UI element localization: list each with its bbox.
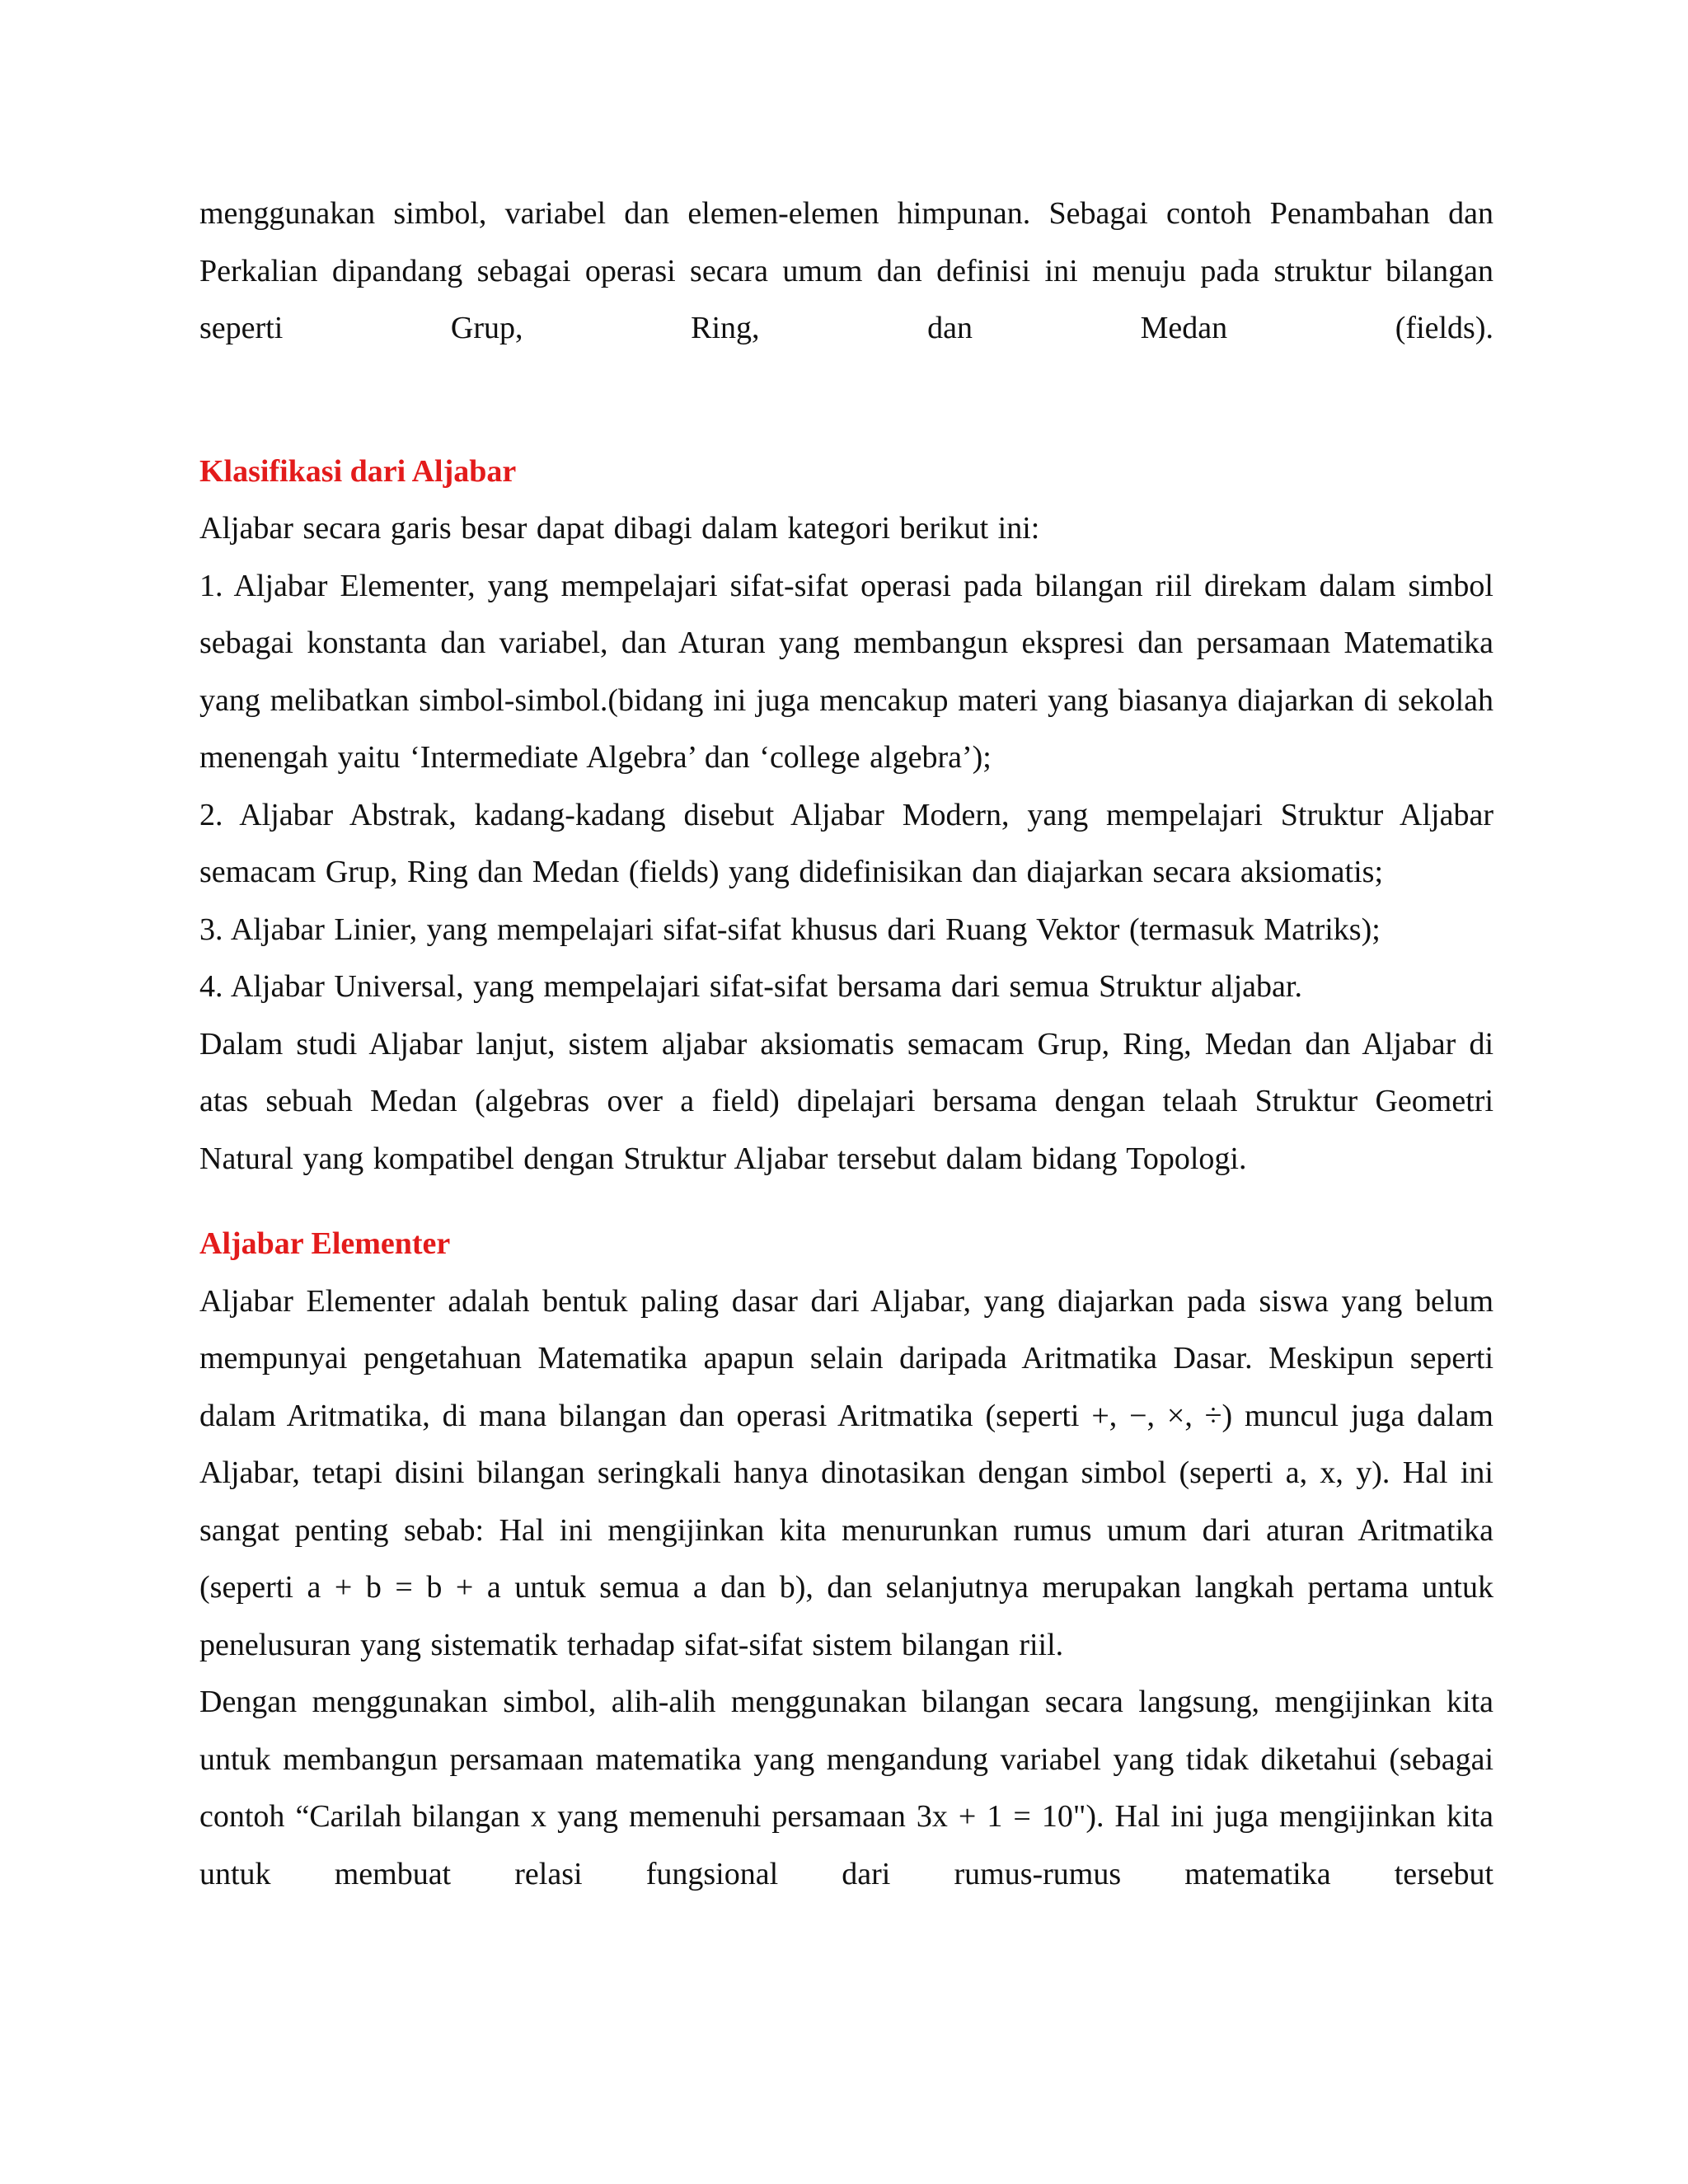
document-page bbox=[199, 185, 1493, 1903]
list-item-1: 1. Aljabar Elementer, yang mempelajari sifat-sifat operasi pada bilangan riil direkam dalam simbol sebagai konstanta dan variabel, dan Aturan yang membangun ekspresi dan persamaan Matematika yang melibatkan simbol-simbol.(bidang ini juga mencakup materi yang biasanya diajarkan di sekolah menengah yaitu ‘Intermediate Algebra’ dan ‘college algebra’); bbox=[199, 568, 1493, 775]
elementer-paragraph-2: Dengan menggunakan simbol, alih-alih menggunakan bilangan secara langsung, mengijinkan kita untuk membangun persamaan matematika yang mengandung variabel yang tidak diketahui (sebagai contoh “Carilah bilangan x yang memenuhi persamaan 3x + 1 = 10"). Hal ini juga mengijinkan kita untuk membuat relasi fungsional dari rumus-rumus matematika tersebut bbox=[199, 1685, 1493, 1891]
intro-paragraph: menggunakan simbol, variabel dan elemen-elemen himpunan. Sebagai contoh Penambahan dan Perkalian dipandang sebagai operasi secara umum dan definisi ini menuju pada struktur bilangan seperti Grup, Ring, dan Medan (fields). bbox=[199, 196, 1493, 345]
section-heading-klasifikasi: Klasifikasi dari Aljabar bbox=[199, 453, 517, 489]
list-item-3: 3. Aljabar Linier, yang mempelajari sifat-sifat khusus dari Ruang Vektor (termasuk Matriks); bbox=[199, 912, 1381, 947]
list-item-4: 4. Aljabar Universal, yang mempelajari sifat-sifat bersama dari semua Struktur aljabar. bbox=[199, 969, 1302, 1004]
section-heading-aljabar-elementer: Aljabar Elementer bbox=[199, 1226, 451, 1261]
elementer-paragraph-1: Aljabar Elementer adalah bentuk paling dasar dari Aljabar, yang diajarkan pada siswa yang belum mempunyai pengetahuan Matematika apapun selain daripada Aritmatika Dasar. Meskipun seperti dalam Aritmatika, di mana bilangan dan operasi Aritmatika (seperti +, −, ×, ÷) muncul juga dalam Aljabar, tetapi disini bilangan seringkali hanya dinotasikan dengan simbol (seperti a, x, y). Hal ini sangat penting sebab: Hal ini mengijinkan kita menurunkan rumus umum dari aturan Aritmatika (seperti a + b = b + a untuk semua a dan b), dan selanjutnya merupakan langkah pertama untuk penelusuran yang sistematik terhadap sifat-sifat sistem bilangan riil. bbox=[199, 1283, 1493, 1662]
section-spacer bbox=[199, 1188, 1493, 1216]
section-lead: Aljabar secara garis besar dapat dibagi dalam kategori berikut ini: bbox=[199, 511, 1040, 546]
section-spacer bbox=[199, 358, 1493, 443]
list-item-2: 2. Aljabar Abstrak, kadang-kadang disebut Aljabar Modern, yang mempelajari Struktur Aljabar semacam Grup, Ring dan Medan (fields) yang didefinisikan dan diajarkan secara aksiomatis; bbox=[199, 797, 1493, 889]
section-closing-paragraph: Dalam studi Aljabar lanjut, sistem aljabar aksiomatis semacam Grup, Ring, Medan dan Aljabar di atas sebuah Medan (algebras over a field) dipelajari bersama dengan telaah Struktur Geometri Natural yang kompatibel dengan Struktur Aljabar tersebut dalam bidang Topologi. bbox=[199, 1026, 1493, 1176]
